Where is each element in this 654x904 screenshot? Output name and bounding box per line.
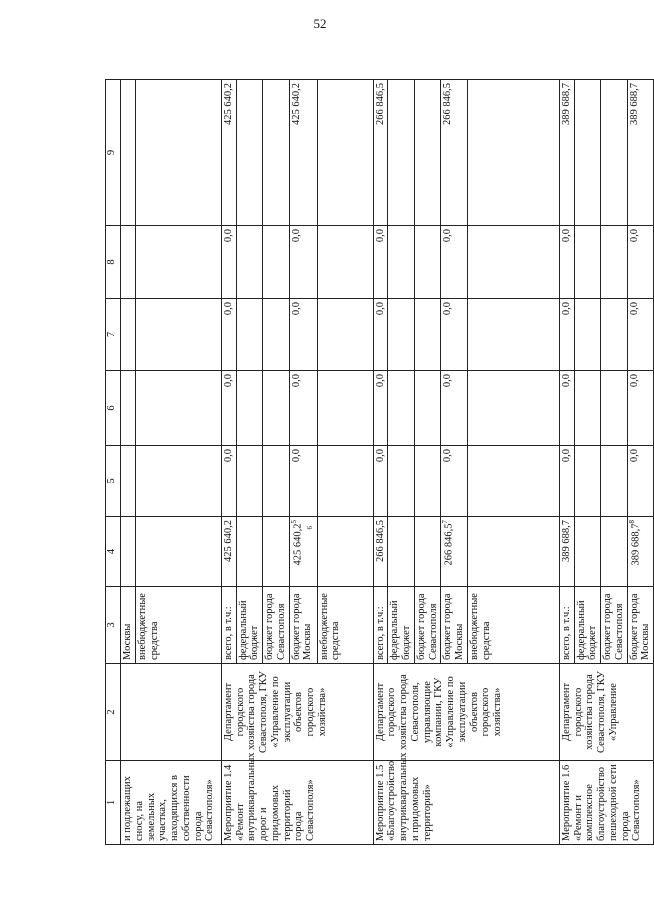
- value-cell: [236, 226, 263, 299]
- value-cell: [388, 299, 415, 371]
- source-cell: федеральный бюджет: [388, 587, 415, 664]
- source-cell: федеральный бюджет: [574, 587, 601, 664]
- value-cell: [441, 517, 468, 587]
- value-cell: [263, 371, 290, 446]
- source-cell: бюджет города Москвы: [441, 587, 468, 664]
- column-number: 6: [106, 371, 121, 446]
- value-cell: [289, 517, 317, 587]
- value-cell: [121, 226, 136, 299]
- value-cell: [135, 299, 221, 371]
- value-cell: 0,0: [627, 226, 654, 299]
- value-cell: [263, 299, 290, 371]
- table-row: [373, 80, 388, 845]
- value-cell: [135, 80, 221, 226]
- value-cell: [388, 371, 415, 446]
- column-number: 8: [106, 226, 121, 299]
- value-cell: [135, 446, 221, 517]
- event-cell: Мероприятие 1.6 «Ремонт и комплексное благоустройство пешеходной сети города Севастополя»: [559, 761, 653, 845]
- page-number: 52: [313, 16, 327, 31]
- footnote-mark: 5: [289, 520, 298, 524]
- value-cell: [414, 446, 441, 517]
- value-cell: 266 846,5: [373, 80, 388, 226]
- value-cell: [135, 226, 221, 299]
- source-cell: бюджет города Севастополя: [601, 587, 628, 664]
- value-cell: [317, 299, 373, 371]
- value-cell: [601, 446, 628, 517]
- source-cell: Москвы: [121, 587, 136, 664]
- value-cell: [317, 517, 373, 587]
- value-cell: [121, 299, 136, 371]
- value-cell: [601, 517, 628, 587]
- value-cell: 0,0: [441, 299, 468, 371]
- value-cell: [414, 80, 441, 226]
- value-cell: [467, 226, 559, 299]
- value-cell: [263, 80, 290, 226]
- value-cell: 266 846,5: [441, 80, 468, 226]
- responsible-cell: Департамент городского хозяйства города Севастополя, ГКУ «Управление по эксплуатации объектов городского хозяйства»: [221, 664, 373, 761]
- column-number: 2: [106, 664, 121, 761]
- value-cell: [574, 517, 601, 587]
- value-cell: [263, 517, 290, 587]
- value-cell: 0,0: [289, 371, 317, 446]
- value-cell: [236, 371, 263, 446]
- value-cell: 0,0: [559, 226, 574, 299]
- value-cell: [135, 517, 221, 587]
- responsible-cell: [121, 664, 222, 761]
- value-cell: [414, 299, 441, 371]
- value-cell: 425 640,2: [221, 80, 236, 226]
- value-cell: [388, 517, 415, 587]
- column-number: 1: [106, 761, 121, 845]
- value-text: 266 846,5: [443, 523, 455, 566]
- value-cell: [467, 517, 559, 587]
- column-number: 9: [106, 80, 121, 226]
- value-cell: [236, 80, 263, 226]
- value-cell: [236, 446, 263, 517]
- value-cell: [414, 517, 441, 587]
- value-cell: [388, 226, 415, 299]
- event-cell: Мероприятие 1.5 «Благоустройство внутриквартальных и придомовых территорий»: [373, 761, 559, 845]
- event-cell: и подлежащих сносу, на земельных участках, находящихся в собственности города Севастополя»: [121, 761, 222, 845]
- value-cell: 0,0: [373, 226, 388, 299]
- value-cell: 0,0: [627, 371, 654, 446]
- value-cell: [574, 80, 601, 226]
- value-cell: [121, 446, 136, 517]
- value-cell: 0,0: [221, 299, 236, 371]
- value-cell: 0,0: [559, 299, 574, 371]
- value-cell: [574, 371, 601, 446]
- event-cell: Мероприятие 1.4 «Ремонт внутриквартальных дорог и придомовых территорий города Севастополя»: [221, 761, 373, 845]
- column-number-row: [106, 80, 121, 845]
- value-cell: [467, 446, 559, 517]
- value-cell: 0,0: [221, 446, 236, 517]
- value-cell: 0,0: [441, 371, 468, 446]
- source-cell: всего, в т.ч.:: [559, 587, 574, 664]
- value-cell: 0,0: [441, 226, 468, 299]
- value-cell: 0,0: [289, 299, 317, 371]
- table-row: [559, 80, 574, 845]
- value-cell: [317, 371, 373, 446]
- value-cell: 0,0: [289, 226, 317, 299]
- value-cell: [317, 80, 373, 226]
- table-row: [221, 80, 236, 845]
- rotated-table-wrapper: [105, 80, 652, 845]
- value-cell: [135, 371, 221, 446]
- value-cell: [388, 80, 415, 226]
- column-number: 7: [106, 299, 121, 371]
- value-cell: 0,0: [373, 371, 388, 446]
- source-cell: бюджет города Москвы: [627, 587, 654, 664]
- value-cell: 0,0: [221, 371, 236, 446]
- source-cell: бюджет города Севастополя: [263, 587, 290, 664]
- footnote-mark: 7: [441, 520, 450, 524]
- value-cell: 0,0: [289, 446, 317, 517]
- value-cell: [574, 446, 601, 517]
- value-cell: 0,0: [559, 446, 574, 517]
- value-cell: [317, 226, 373, 299]
- value-cell: [574, 226, 601, 299]
- value-cell: [236, 517, 263, 587]
- value-cell: [414, 371, 441, 446]
- value-cell: 0,0: [559, 371, 574, 446]
- value-cell: [263, 446, 290, 517]
- source-cell: внебюджетные средства: [467, 587, 559, 664]
- value-cell: [121, 80, 136, 226]
- budget-table: [105, 79, 654, 845]
- footnote-mark: 8: [627, 520, 636, 524]
- value-cell: 0,0: [373, 446, 388, 517]
- source-cell: внебюджетные средства: [135, 587, 221, 664]
- source-cell: бюджет города Москвы: [289, 587, 317, 664]
- value-text: 389 688,7: [630, 523, 641, 566]
- value-cell: [601, 80, 628, 226]
- source-cell: всего, в т.ч.:: [373, 587, 388, 664]
- value-cell: 389 688,7: [559, 517, 574, 587]
- value-cell: [467, 371, 559, 446]
- value-cell: [414, 226, 441, 299]
- value-text: 425 640,2: [292, 523, 303, 566]
- source-cell: федеральный бюджет: [236, 587, 263, 664]
- value-cell: 266 846,5: [373, 517, 388, 587]
- responsible-cell: Департамент городского хозяйства города Севастополя, управляющие компании, ГКУ «Управление по эксплуатации объектов городского хозяйства»: [373, 664, 559, 761]
- value-cell: [601, 371, 628, 446]
- table-row: [121, 80, 136, 845]
- responsible-cell: Департамент городского хозяйства города Севастополя, ГКУ «Управление: [559, 664, 653, 761]
- value-cell: [121, 371, 136, 446]
- value-cell: 0,0: [627, 299, 654, 371]
- value-cell: 0,0: [221, 226, 236, 299]
- value-cell: [467, 80, 559, 226]
- value-cell: 389 688,7: [559, 80, 574, 226]
- value-cell: [236, 299, 263, 371]
- value-cell: [467, 299, 559, 371]
- source-cell: бюджет города Севастополя: [414, 587, 441, 664]
- value-cell: [574, 299, 601, 371]
- footnote-tail: 6: [305, 526, 314, 530]
- value-cell: 0,0: [441, 446, 468, 517]
- value-cell: 0,0: [373, 299, 388, 371]
- value-cell: [121, 517, 136, 587]
- column-number: 3: [106, 587, 121, 664]
- value-cell: 425 640,2: [221, 517, 236, 587]
- value-cell: [317, 446, 373, 517]
- column-number: 4: [106, 517, 121, 587]
- value-cell: 0,0: [627, 446, 654, 517]
- source-cell: внебюджетные средства: [317, 587, 373, 664]
- value-cell: 389 688,7: [627, 80, 654, 226]
- source-cell: всего, в т.ч.:: [221, 587, 236, 664]
- value-cell: [388, 446, 415, 517]
- value-cell: 425 640,2: [289, 80, 317, 226]
- value-cell: [601, 299, 628, 371]
- value-cell: [627, 517, 654, 587]
- column-number: 5: [106, 446, 121, 517]
- value-cell: [263, 226, 290, 299]
- value-cell: [601, 226, 628, 299]
